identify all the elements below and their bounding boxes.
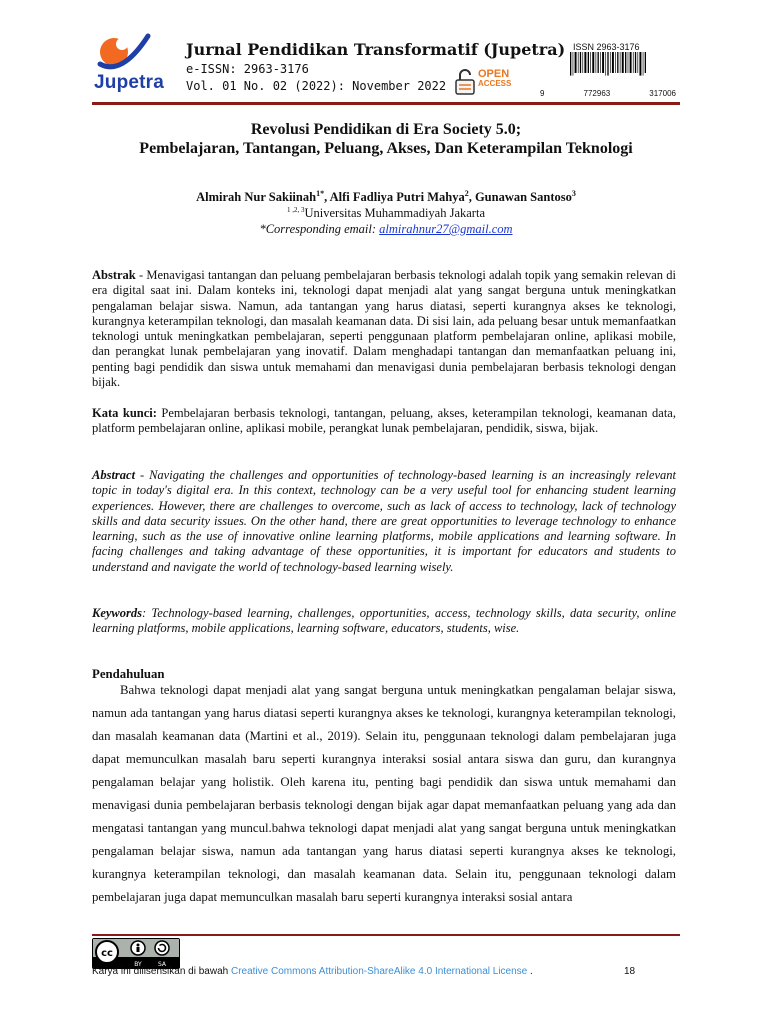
issn-barcode-label: ISSN 2963-3176: [573, 42, 640, 52]
license-link[interactable]: Creative Commons Attribution-ShareAlike 4.0 International License: [230, 966, 528, 977]
article-title: Revolusi Pendidikan di Era Society 5.0; Pembelajaran, Tantangan, Peluang, Akses, Dan Keterampilan Teknologi: [139, 121, 633, 157]
svg-text:cc: cc: [101, 948, 113, 959]
page-number: 18: [624, 966, 636, 977]
license-notice: Karya ini dilisensikan di bawah Creative Commons Attribution-ShareAlike 4.0 International License .: [92, 966, 533, 977]
cc-by-label: BY: [134, 961, 142, 968]
keywords-paragraph: Keywords: Technology-based learning, challenges, opportunities, access, technology skills, data security, online learning platforms, mobile applications, learning software, educators, students, wise.: [92, 606, 676, 636]
journal-title: Jurnal Pendidikan Transformatif (Jupetra): [186, 40, 566, 59]
abstract-paragraph: Abstract - Navigating the challenges and opportunities of technology-based learning is an increasingly relevant topic in today's digital era. In this context, technology can be a very useful tool for enhancing student learning experiences. However, there are challenges to overcome, such as lack of access to technology, lack of technology skills and data security issues. On the other hand, there are great opportunities to leverage technology to enhance learning, such as the use of innovative online learning platforms, mobile applications and learning software. In facing challenges and taking advantage of these opportunities, it is important for educators and students to understand and navigate the world of technology-based learning wisely.: [92, 468, 676, 574]
footer-rule: [92, 934, 680, 936]
email-link[interactable]: almirahnur27@gmail.com: [379, 222, 513, 236]
kata-kunci-paragraph: Kata kunci: Pembelajaran berbasis teknologi, tantangan, peluang, akses, keterampilan teknologi, keamanan data, platform pembelajaran online, aplikasi mobile, perangkat lunak pembelajaran, pendidik, siswa, bijak.: [92, 406, 676, 436]
cc-by-sa-license-icon[interactable]: [92, 938, 180, 969]
journal-volume: Vol. 01 No. 02 (2022): November 2022: [186, 79, 447, 93]
open-access-label: OPEN ACCESS: [478, 68, 512, 88]
corresponding-email: *Corresponding email: almirahnur27@gmail.com: [259, 222, 513, 236]
author-list: Almirah Nur Sakiinah$^{1*}$, Alfi Fadliya Putri Mahya$^2$, Gunawan Santoso$^3$: [196, 189, 576, 205]
logo-text: Jupetra: [94, 72, 165, 93]
journal-eissn: e-ISSN: 2963-3176: [186, 62, 309, 76]
header-rule: [92, 102, 680, 105]
barcode-icon: [540, 52, 676, 90]
intro-paragraph: Bahwa teknologi dapat menjadi alat yang sangat berguna untuk meningkatkan pengalaman belajar siswa, namun ada tantangan yang harus diatasi seperti kurangnya akses ke teknologi, kurangnya keterampilan teknologi, dan masalah keamanan data (Martini et al., 2019). Selain itu, penggunaan teknologi dalam pembelajaran juga dapat memunculkan masalah baru seperti kurangnya interaksi sosial antara siswa dan guru, dan kurangnya pengalaman belajar yang holistik. Oleh karena itu, penting bagi pendidik dan siswa untuk memahami dan menavigasi dunia pembelajaran berbasis teknologi dengan bijak agar dapat memanfaatkan peluang yang ada dan mengatasi tantangan yang muncul.bahwa teknologi dapat menjadi alat yang sangat berguna untuk meningkatkan pengalaman belajar siswa, namun ada tantangan yang harus diatasi seperti kurangnya akses ke teknologi, kurangnya keterampilan teknologi, dan masalah keamanan data. Selain itu, penggunaan teknologi dalam pembelajaran juga dapat memunculkan masalah baru seperti kurangnya interaksi sosial antara: [92, 683, 676, 904]
abstrak-paragraph: Abstrak - Menavigasi tantangan dan peluang pembelajaran berbasis teknologi adalah topik yang semakin relevan di era digital saat ini. Dalam konteks ini, teknologi dapat menjadi alat yang sangat berguna untuk meningkatkan pengalaman belajar siswa. Namun, ada tantangan yang harus diatasi, seperti kurangnya akses ke teknologi, kurangnya keterampilan teknologi, dan masalah keamanan data. Di sisi lain, ada peluang besar untuk memanfaatkan teknologi untuk meningkatkan pembelajaran, seperti penggunaan platform pembelajaran online, aplikasi mobile, dan perangkat lunak pembelajaran yang inovatif. Dalam menghadapi tantangan dan memanfaatkan peluang ini, penting bagi pendidik dan siswa untuk memahami dan menavigasi dunia pembelajaran berbasis teknologi dengan bijak.: [92, 268, 676, 390]
cc-sa-label: SA: [157, 961, 167, 968]
barcode-digits: 9 772963 317006: [540, 89, 676, 98]
affiliation: $^{1 ,2, 3}$Universitas Muhammadiyah Jakarta: [286, 206, 485, 221]
section-heading: Pendahuluan: [92, 667, 165, 681]
